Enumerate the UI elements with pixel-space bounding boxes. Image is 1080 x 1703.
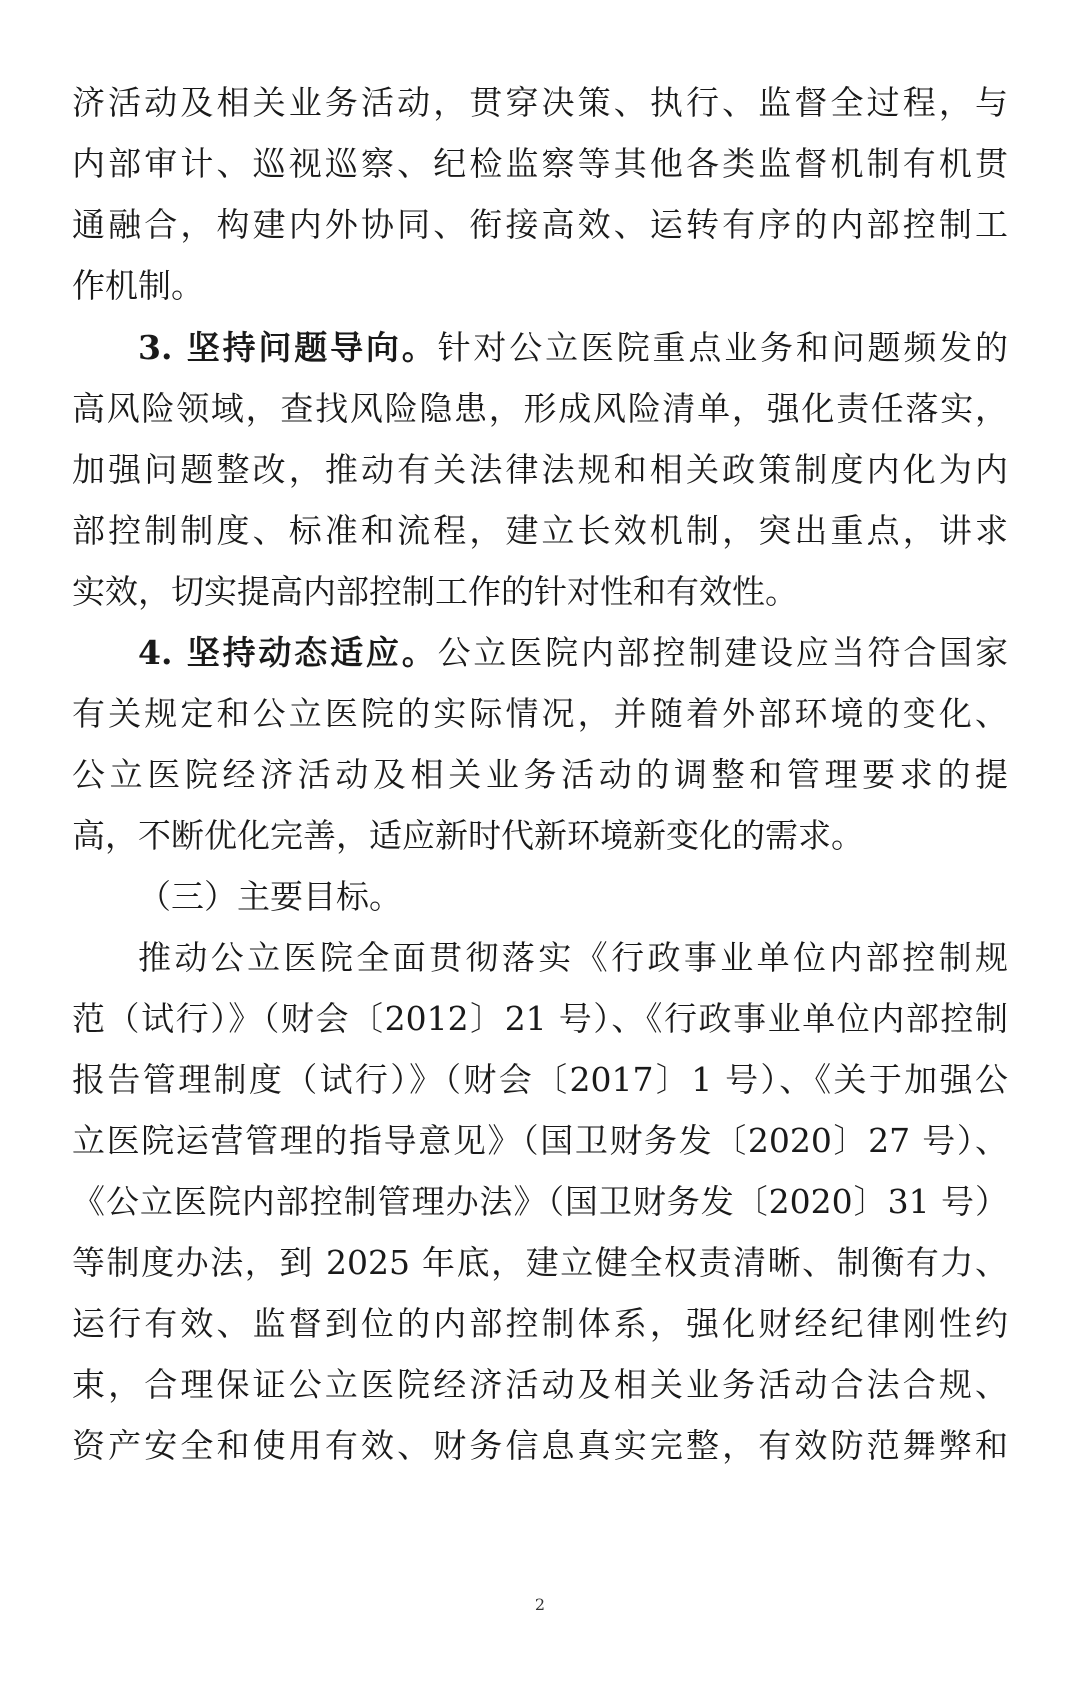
text-line: 推动公立医院全面贯彻落实《行政事业单位内部控制规: [138, 938, 1008, 977]
text-line: 束，合理保证公立医院经济活动及相关业务活动合法合规、: [72, 1365, 1008, 1404]
text-line: 等制度办法，到 2025 年底，建立健全权责清晰、制衡有力、: [72, 1243, 1008, 1282]
text-line: 公立医院经济活动及相关业务活动的调整和管理要求的提: [72, 755, 1008, 794]
text-line: 通融合，构建内外协同、衔接高效、运转有序的内部控制工: [72, 205, 1008, 244]
text-line: 作机制。: [72, 266, 204, 305]
subsection-heading: （三）主要目标。: [138, 877, 402, 916]
section-heading: 3. 坚持问题导向。: [138, 328, 438, 367]
text-line: 内部审计、巡视巡察、纪检监察等其他各类监督机制有机贯: [72, 144, 1008, 183]
text-line: 有关规定和公立医院的实际情况，并随着外部环境的变化、: [72, 694, 1008, 733]
text-line: 《公立医院内部控制管理办法》（国卫财务发〔2020〕31 号）: [72, 1182, 1008, 1221]
section-heading-line: 4. 坚持动态适应。公立医院内部控制建设应当符合国家: [138, 633, 1008, 672]
text-line: 运行有效、监督到位的内部控制体系，强化财经纪律刚性约: [72, 1304, 1008, 1343]
section-heading: 4. 坚持动态适应。: [138, 633, 438, 672]
text-line: 部控制制度、标准和流程，建立长效机制，突出重点，讲求: [72, 511, 1008, 550]
page-number: 2: [534, 1595, 546, 1614]
text-line: 实效，切实提高内部控制工作的针对性和有效性。: [72, 572, 798, 611]
text-line: 报告管理制度（试行）》（财会〔2017〕1 号）、《关于加强公: [72, 1060, 1008, 1099]
text-line: 范（试行）》（财会〔2012〕21 号）、《行政事业单位内部控制: [72, 999, 1008, 1038]
text-line: 高风险领域，查找风险隐患，形成风险清单，强化责任落实，: [72, 389, 1008, 428]
text-line: 资产安全和使用有效、财务信息真实完整，有效防范舞弊和: [72, 1426, 1008, 1465]
text-line: 加强问题整改，推动有关法律法规和相关政策制度内化为内: [72, 450, 1008, 489]
text-line: 济活动及相关业务活动，贯穿决策、执行、监督全过程，与: [72, 83, 1008, 122]
section-heading-line: 3. 坚持问题导向。针对公立医院重点业务和问题频发的: [138, 328, 1008, 367]
text-line: 立医院运营管理的指导意见》（国卫财务发〔2020〕27 号）、: [72, 1121, 1008, 1160]
text-line: 高，不断优化完善，适应新时代新环境新变化的需求。: [72, 816, 864, 855]
